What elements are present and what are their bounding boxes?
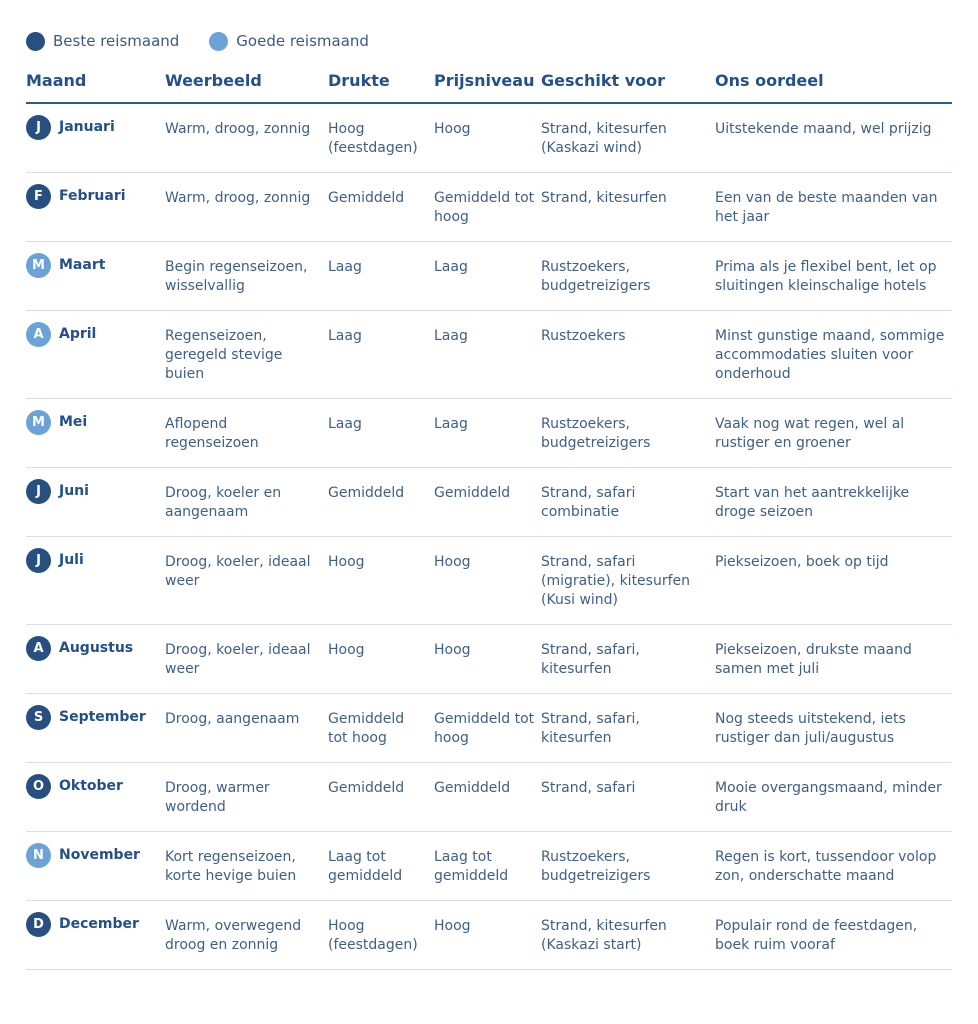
travel-month-table-section: [26, 28, 952, 970]
month-name: Juli: [59, 552, 84, 568]
month-badge: O: [26, 774, 51, 799]
cell-price: Laag: [434, 399, 541, 468]
cell-month: [26, 832, 165, 901]
cell-price: Hoog: [434, 625, 541, 694]
month-label: [26, 849, 159, 868]
month-badge: A: [26, 322, 51, 347]
cell-crowd: Gemiddeld: [328, 468, 434, 537]
cell-weather: Warm, droog, zonnig: [165, 103, 328, 173]
cell-weather: Warm, droog, zonnig: [165, 173, 328, 242]
month-name: Januari: [59, 119, 115, 135]
cell-crowd: Gemiddeld: [328, 173, 434, 242]
cell-price: Laag: [434, 311, 541, 399]
cell-crowd: Laag tot gemiddeld: [328, 832, 434, 901]
cell-suited: Rustzoekers: [541, 311, 715, 399]
cell-verdict: Vaak nog wat regen, wel al rustiger en groener: [715, 399, 952, 468]
cell-price: Gemiddeld tot hoog: [434, 173, 541, 242]
month-badge: M: [26, 410, 51, 435]
cell-crowd: Laag: [328, 242, 434, 311]
travel-month-table: [26, 70, 952, 970]
cell-month: [26, 763, 165, 832]
legend-item-good: [209, 32, 369, 51]
legend-dot-good: [209, 32, 228, 51]
cell-weather: Warm, overwegend droog en zonnig: [165, 901, 328, 970]
legend: [26, 28, 952, 54]
month-label: [26, 485, 159, 504]
cell-month: [26, 694, 165, 763]
cell-weather: Regenseizoen, geregeld stevige buien: [165, 311, 328, 399]
cell-price: Hoog: [434, 537, 541, 625]
table-row: [26, 311, 952, 399]
cell-verdict: Nog steeds uitstekend, iets rustiger dan juli/augustus: [715, 694, 952, 763]
cell-price: Gemiddeld tot hoog: [434, 694, 541, 763]
cell-price: Laag: [434, 242, 541, 311]
cell-crowd: Laag: [328, 399, 434, 468]
table-row: [26, 763, 952, 832]
legend-dot-best: [26, 32, 45, 51]
month-label: [26, 642, 159, 661]
table-row: [26, 537, 952, 625]
cell-crowd: Hoog (feestdagen): [328, 103, 434, 173]
cell-crowd: Gemiddeld: [328, 763, 434, 832]
month-badge: M: [26, 253, 51, 278]
header-prijsniveau: Prijsniveau: [434, 70, 541, 103]
cell-weather: Droog, aangenaam: [165, 694, 328, 763]
legend-label-best: Beste reismaand: [53, 32, 180, 50]
month-label: [26, 711, 159, 730]
table-body: [26, 103, 952, 970]
cell-crowd: Gemiddeld tot hoog: [328, 694, 434, 763]
month-badge: J: [26, 479, 51, 504]
cell-weather: Droog, koeler, ideaal weer: [165, 625, 328, 694]
cell-weather: Droog, koeler en aangenaam: [165, 468, 328, 537]
cell-month: [26, 901, 165, 970]
month-name: November: [59, 847, 140, 863]
cell-weather: Aflopend regenseizoen: [165, 399, 328, 468]
table-row: [26, 103, 952, 173]
cell-verdict: Start van het aantrekkelijke droge seizoen: [715, 468, 952, 537]
month-badge: J: [26, 115, 51, 140]
cell-suited: Strand, kitesurfen: [541, 173, 715, 242]
cell-weather: Droog, koeler, ideaal weer: [165, 537, 328, 625]
cell-crowd: Hoog: [328, 537, 434, 625]
cell-crowd: Laag: [328, 311, 434, 399]
cell-verdict: Piekseizoen, boek op tijd: [715, 537, 952, 625]
cell-verdict: Populair rond de feestdagen, boek ruim vooraf: [715, 901, 952, 970]
cell-month: [26, 468, 165, 537]
month-badge: D: [26, 912, 51, 937]
cell-weather: Droog, warmer wordend: [165, 763, 328, 832]
table-row: [26, 242, 952, 311]
table-row: [26, 399, 952, 468]
cell-suited: Rustzoekers, budgetreizigers: [541, 832, 715, 901]
month-name: Augustus: [59, 640, 134, 656]
header-maand: Maand: [26, 70, 165, 103]
table-row: [26, 173, 952, 242]
cell-suited: Strand, kitesurfen (Kaskazi start): [541, 901, 715, 970]
header-drukte: Drukte: [328, 70, 434, 103]
month-label: [26, 121, 159, 140]
cell-suited: Rustzoekers, budgetreizigers: [541, 242, 715, 311]
cell-verdict: Minst gunstige maand, sommige accommodaties sluiten voor onderhoud: [715, 311, 952, 399]
cell-month: [26, 242, 165, 311]
cell-suited: Strand, safari, kitesurfen: [541, 694, 715, 763]
header-weerbeeld: Weerbeeld: [165, 70, 328, 103]
month-badge: N: [26, 843, 51, 868]
table-header-row: [26, 70, 952, 103]
table-row: [26, 625, 952, 694]
month-name: Oktober: [59, 778, 123, 794]
cell-price: Hoog: [434, 103, 541, 173]
cell-price: Gemiddeld: [434, 763, 541, 832]
cell-verdict: Mooie overgangsmaand, minder druk: [715, 763, 952, 832]
cell-month: [26, 537, 165, 625]
month-badge: J: [26, 548, 51, 573]
table-row: [26, 468, 952, 537]
table-row: [26, 832, 952, 901]
cell-month: [26, 103, 165, 173]
cell-weather: Begin regenseizoen, wisselvallig: [165, 242, 328, 311]
cell-verdict: Piekseizoen, drukste maand samen met juli: [715, 625, 952, 694]
cell-verdict: Regen is kort, tussendoor volop zon, onderschatte maand: [715, 832, 952, 901]
cell-crowd: Hoog (feestdagen): [328, 901, 434, 970]
cell-suited: Rustzoekers, budgetreizigers: [541, 399, 715, 468]
table-row: [26, 901, 952, 970]
month-label: [26, 259, 159, 278]
month-name: December: [59, 916, 139, 932]
month-badge: F: [26, 184, 51, 209]
month-name: Februari: [59, 188, 126, 204]
cell-suited: Strand, safari: [541, 763, 715, 832]
header-geschikt-voor: Geschikt voor: [541, 70, 715, 103]
cell-month: [26, 625, 165, 694]
cell-price: Hoog: [434, 901, 541, 970]
cell-suited: Strand, safari, kitesurfen: [541, 625, 715, 694]
cell-month: [26, 173, 165, 242]
cell-price: Laag tot gemiddeld: [434, 832, 541, 901]
month-label: [26, 416, 159, 435]
month-label: [26, 780, 159, 799]
month-badge: A: [26, 636, 51, 661]
month-label: [26, 328, 159, 347]
table-row: [26, 694, 952, 763]
cell-suited: Strand, kitesurfen (Kaskazi wind): [541, 103, 715, 173]
cell-weather: Kort regenseizoen, korte hevige buien: [165, 832, 328, 901]
month-name: April: [59, 326, 97, 342]
legend-item-best: [26, 32, 179, 51]
month-label: [26, 190, 159, 209]
month-name: September: [59, 709, 146, 725]
month-label: [26, 554, 159, 573]
month-name: Maart: [59, 257, 106, 273]
month-name: Juni: [59, 483, 89, 499]
month-label: [26, 918, 159, 937]
cell-suited: Strand, safari combinatie: [541, 468, 715, 537]
header-ons-oordeel: Ons oordeel: [715, 70, 952, 103]
cell-month: [26, 311, 165, 399]
cell-verdict: Uitstekende maand, wel prijzig: [715, 103, 952, 173]
month-badge: S: [26, 705, 51, 730]
month-name: Mei: [59, 414, 88, 430]
cell-crowd: Hoog: [328, 625, 434, 694]
cell-price: Gemiddeld: [434, 468, 541, 537]
cell-verdict: Een van de beste maanden van het jaar: [715, 173, 952, 242]
cell-verdict: Prima als je flexibel bent, let op sluitingen kleinschalige hotels: [715, 242, 952, 311]
cell-month: [26, 399, 165, 468]
cell-suited: Strand, safari (migratie), kitesurfen (Kusi wind): [541, 537, 715, 625]
legend-label-good: Goede reismaand: [236, 32, 369, 50]
